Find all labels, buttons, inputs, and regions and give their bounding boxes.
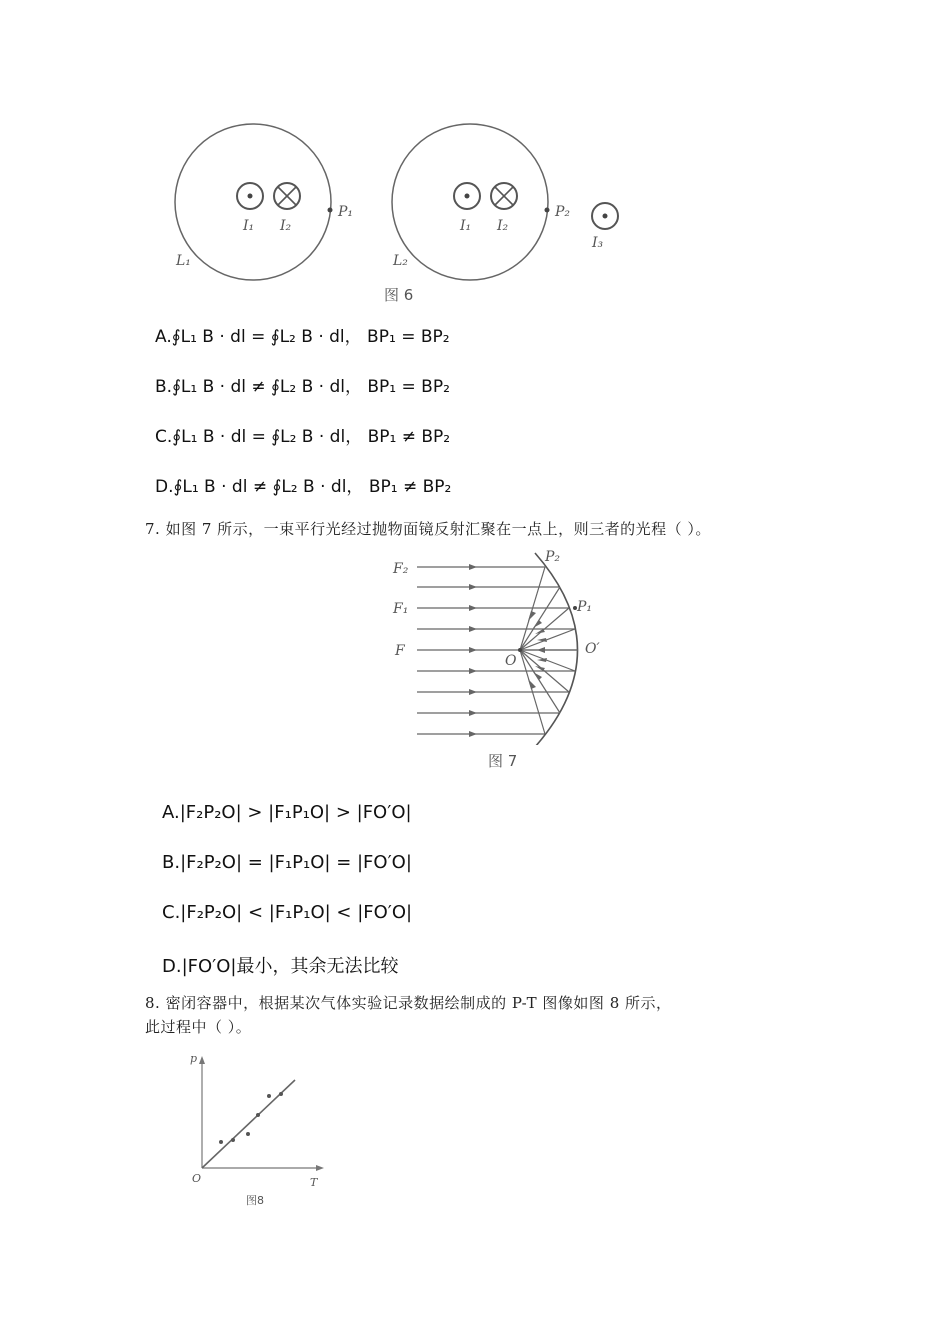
point-p1 [328, 208, 333, 213]
label-i3: I₃ [592, 235, 604, 251]
fig7-caption: 图 7 [488, 752, 518, 770]
figure-8 [180, 1048, 340, 1188]
q7-option-a: A.|F₂P₂O| > |F₁P₁O| > |FO′O| [162, 802, 412, 823]
q6-option-b: B.∮L₁ B · dl ≠ ∮L₂ B · dl， BP₁ = BP₂ [155, 377, 450, 397]
axis-label-p: p [190, 1052, 198, 1065]
label-i1-right: I₁ [460, 218, 472, 234]
q6-option-c: C.∮L₁ B · dl = ∮L₂ B · dl， BP₁ ≠ BP₂ [155, 427, 451, 447]
label-o-prime: O′ [585, 641, 600, 657]
label-o: O [505, 653, 517, 669]
q6-option-a: A.∮L₁ B · dl = ∮L₂ B · dl， BP₁ = BP₂ [155, 327, 450, 347]
data-point [219, 1140, 223, 1144]
q7-option-c: C.|F₂P₂O| < |F₁P₁O| < |FO′O| [162, 902, 413, 923]
current-i2-in [274, 183, 300, 209]
loop-l1 [175, 124, 331, 280]
current-i2-in-right [491, 183, 517, 209]
label-p1-fig7: P₁ [577, 599, 593, 615]
label-l1: L₁ [176, 253, 191, 269]
q7-option-d: D.|FO′O|最小，其余无法比较 [162, 956, 399, 977]
label-f1: F₁ [393, 601, 409, 617]
fig8-caption: 图8 [246, 1194, 264, 1207]
label-f: F [395, 643, 405, 659]
label-i2-left: I₂ [280, 218, 292, 234]
data-point [231, 1138, 235, 1142]
q7-text: 7. 如图 7 所示，一束平行光经过抛物面镜反射汇聚在一点上，则三者的光程（ ）。 [145, 520, 711, 538]
q8-line2: 此过程中（ ）。 [145, 1018, 252, 1036]
q6-option-d: D.∮L₁ B · dl ≠ ∮L₂ B · dl， BP₁ ≠ BP₂ [155, 477, 452, 497]
data-point [246, 1132, 250, 1136]
q8-line1: 8. 密闭容器中，根据某次气体实验记录数据绘制成的 P-T 图像如图 8 所示， [145, 994, 672, 1012]
loop-l2 [392, 124, 548, 280]
figure-6 [160, 110, 640, 310]
label-p1: P₁ [338, 204, 354, 220]
axis-label-t: T [310, 1176, 318, 1188]
label-i2-right: I₂ [497, 218, 509, 234]
data-point [256, 1113, 260, 1117]
label-p2-fig7: P₂ [545, 549, 561, 565]
fig6-caption: 图 6 [384, 286, 414, 304]
label-p2: P₂ [555, 204, 571, 220]
point-p2 [545, 208, 550, 213]
data-point [279, 1092, 283, 1096]
figure-7 [385, 545, 615, 745]
data-point [267, 1094, 271, 1098]
label-i1-left: I₁ [243, 218, 255, 234]
label-l2: L₂ [393, 253, 408, 269]
label-f2: F₂ [393, 561, 409, 577]
q7-option-b: B.|F₂P₂O| = |F₁P₁O| = |FO′O| [162, 852, 412, 873]
origin-label: O [192, 1172, 202, 1185]
